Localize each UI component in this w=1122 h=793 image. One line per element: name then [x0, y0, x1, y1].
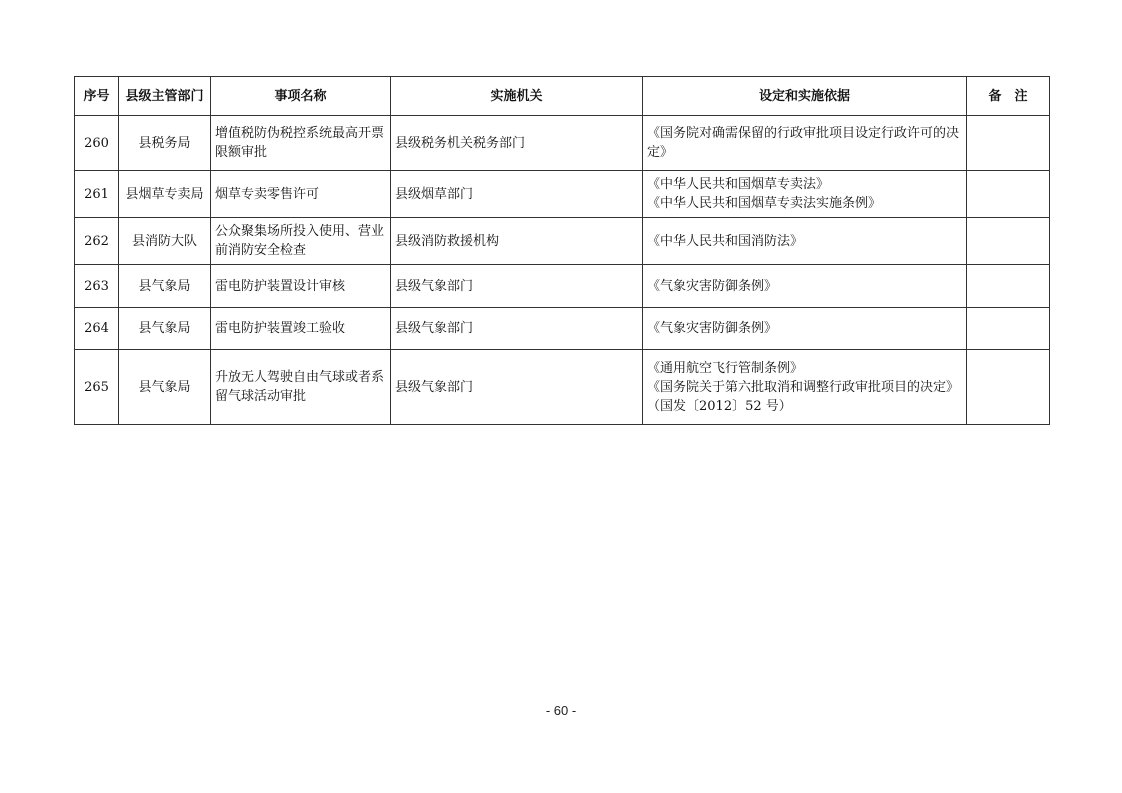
cell-agency: 县级气象部门 [391, 308, 643, 350]
cell-num: 261 [75, 171, 119, 218]
basis-line: 《中华人民共和国消防法》 [647, 233, 804, 249]
header-remark: 备 注 [967, 77, 1050, 116]
table-row [75, 350, 1050, 425]
table-header-row [75, 77, 1050, 116]
cell-dept: 县消防大队 [119, 218, 211, 265]
header-item: 事项名称 [211, 77, 391, 116]
page-number: - 60 - [545, 703, 577, 718]
basis-line: 《中华人民共和国烟草专卖法》 [647, 177, 830, 192]
header-num: 序号 [75, 77, 119, 116]
cell-dept: 县烟草专卖局 [119, 171, 211, 218]
cell-item: 增值税防伪税控系统最高开票限额审批 [211, 116, 391, 171]
cell-item: 升放无人驾驶自由气球或者系留气球活动审批 [211, 350, 391, 425]
cell-remark [967, 218, 1050, 265]
header-basis: 设定和实施依据 [643, 77, 967, 116]
cell-dept: 县气象局 [119, 308, 211, 350]
cell-remark [967, 265, 1050, 308]
cell-basis [643, 218, 967, 265]
cell-basis [643, 116, 967, 171]
basis-line: 《气象灾害防御条例》 [647, 278, 778, 294]
cell-num: 264 [75, 308, 119, 350]
cell-remark [967, 171, 1050, 218]
cell-remark [967, 116, 1050, 171]
cell-agency: 县级消防救援机构 [391, 218, 643, 265]
cell-dept: 县气象局 [119, 350, 211, 425]
approval-items-table [74, 76, 1050, 425]
cell-basis [643, 308, 967, 350]
cell-item: 公众聚集场所投入使用、营业前消防安全检查 [211, 218, 391, 265]
cell-agency: 县级气象部门 [391, 265, 643, 308]
cell-num: 263 [75, 265, 119, 308]
header-dept: 县级主管部门 [119, 77, 211, 116]
cell-remark [967, 308, 1050, 350]
cell-basis [643, 171, 967, 218]
cell-item: 雷电防护装置设计审核 [211, 265, 391, 308]
cell-item: 雷电防护装置竣工验收 [211, 308, 391, 350]
cell-num: 260 [75, 116, 119, 171]
table-row [75, 308, 1050, 350]
basis-line: 《国务院对确需保留的行政审批项目设定行政许可的决定》 [647, 126, 960, 160]
header-agency: 实施机关 [391, 77, 643, 116]
cell-item: 烟草专卖零售许可 [211, 171, 391, 218]
cell-agency: 县级烟草部门 [391, 171, 643, 218]
basis-line: 《中华人民共和国烟草专卖法实施条例》 [647, 196, 882, 211]
cell-remark [967, 350, 1050, 425]
table-row [75, 171, 1050, 218]
basis-line: 《气象灾害防御条例》 [647, 321, 778, 336]
table-row [75, 116, 1050, 171]
cell-agency: 县级税务机关税务部门 [391, 116, 643, 171]
table-row [75, 218, 1050, 265]
cell-dept: 县税务局 [119, 116, 211, 171]
cell-num: 262 [75, 218, 119, 265]
cell-basis [643, 350, 967, 425]
cell-num: 265 [75, 350, 119, 425]
basis-line: 《国务院关于第六批取消和调整行政审批项目的决定》（国发〔2012〕52 号） [647, 379, 960, 414]
cell-basis [643, 265, 967, 308]
basis-line: 《通用航空飞行管制条例》 [647, 360, 804, 376]
cell-dept: 县气象局 [119, 265, 211, 308]
table-row [75, 265, 1050, 308]
cell-agency: 县级气象部门 [391, 350, 643, 425]
